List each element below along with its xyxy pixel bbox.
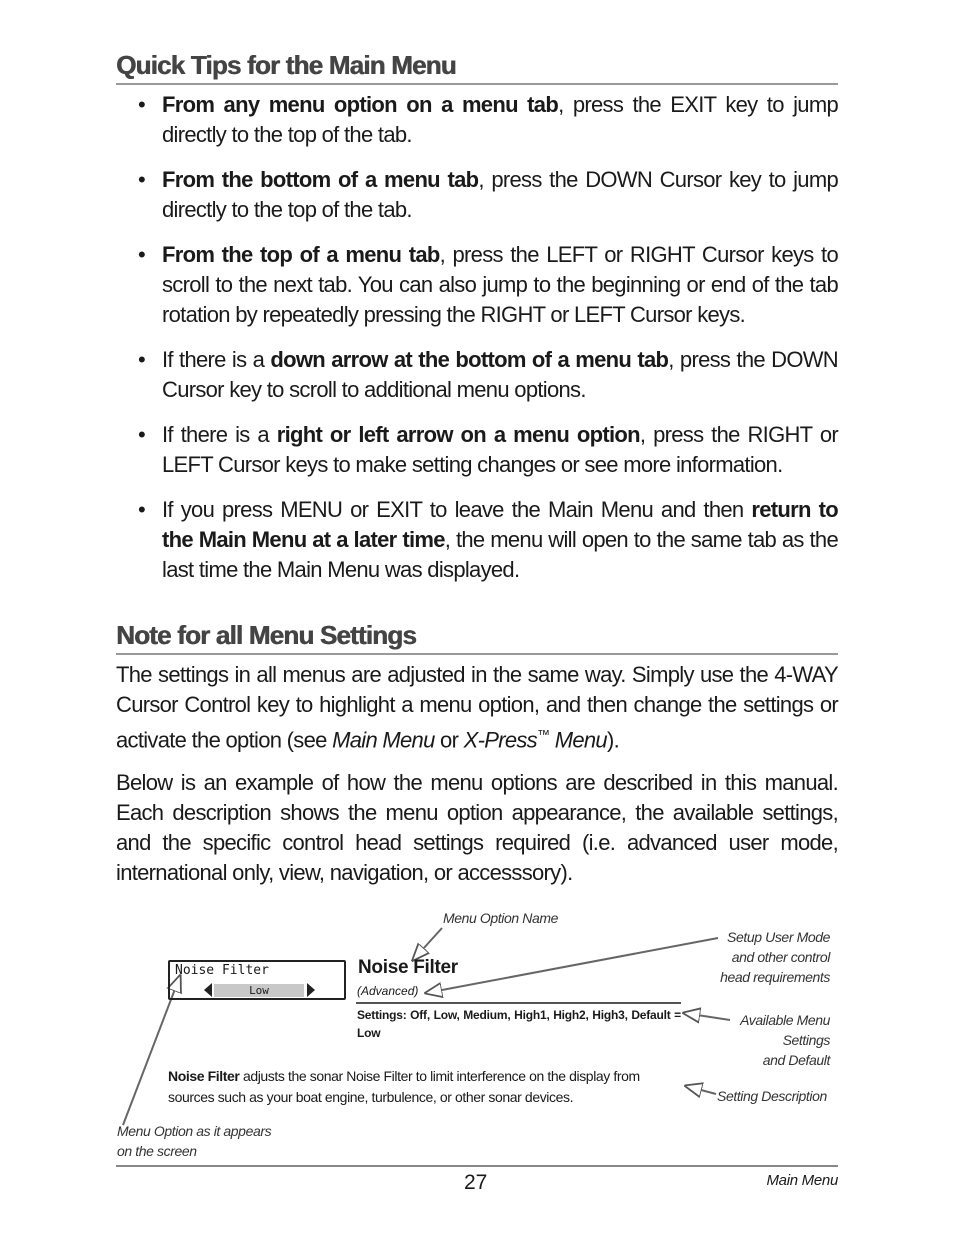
list-item: • If there is a right or left arrow on a menu option, press the RIGHT or LEFT Cursor keys to make setting changes or see more information. bbox=[138, 420, 838, 480]
callout-option-name: Menu Option Name bbox=[443, 910, 558, 926]
list-item: • From any menu option on a menu tab, press the EXIT key to jump directly to the top of the tab. bbox=[138, 90, 838, 150]
menu-option-screen-example bbox=[168, 960, 346, 1000]
option-title: Noise Filter bbox=[358, 957, 458, 978]
right-arrow-icon bbox=[307, 983, 315, 997]
note-paragraph-1: The settings in all menus are adjusted in the same way. Simply use the 4-WAY Cursor Control key to highlight a menu option, and then change the settings or activate the option (see Main Menu or X-Press™ Menu). bbox=[116, 662, 838, 753]
note-paragraph-2: Below is an example of how the menu options are described in this manual. Each description shows the menu option appearance, the available settings, and the specific control head settings required (i.e. advanced user mode, international only, view, navigation, or accesssory). bbox=[116, 770, 838, 885]
footer-title: Main Menu bbox=[766, 1172, 838, 1189]
callout-user-mode: Setup User Mode and other control head requirements bbox=[720, 929, 830, 985]
menu-option-value: Low bbox=[214, 984, 304, 997]
ref-main-menu: Main Menu bbox=[332, 727, 435, 753]
arrow-description bbox=[686, 1086, 716, 1094]
ref-xpress: X-Press bbox=[463, 727, 537, 753]
section-heading-quick-tips: Quick Tips for the Main Menu bbox=[116, 50, 838, 85]
callout-description: Setting Description bbox=[717, 1088, 827, 1104]
arrow-option-name bbox=[413, 928, 442, 960]
list-item: • From the top of a menu tab, press the LEFT or RIGHT Cursor keys to scroll to the next tab. You can also jump to the beginning or end of the tab rotation by repeatedly pressing the RIGHT or LEFT Cursor keys. bbox=[138, 240, 838, 330]
list-item: • From the bottom of a menu tab, press the DOWN Cursor key to jump directly to the top of the tab. bbox=[138, 165, 838, 225]
list-item: • If you press MENU or EXIT to leave the Main Menu and then return to the Main Menu at a later time, the menu will open to the same tab as the last time the Main Menu was displayed. bbox=[138, 495, 838, 585]
list-item: • If there is a down arrow at the bottom of a menu tab, press the DOWN Cursor key to scroll to additional menu options. bbox=[138, 345, 838, 405]
page-number: 27 bbox=[464, 1171, 488, 1194]
option-description: Noise Filter adjusts the sonar Noise Filter to limit interference on the display from sources such as your boat engine, turbulence, or other sonar devices. bbox=[168, 1068, 640, 1105]
footer-divider bbox=[116, 1165, 838, 1167]
arrow-user-mode bbox=[426, 938, 718, 993]
menu-option-name: Noise Filter bbox=[175, 963, 269, 978]
section-heading-note: Note for all Menu Settings bbox=[116, 620, 838, 655]
left-arrow-icon bbox=[204, 983, 212, 997]
option-divider bbox=[356, 1002, 681, 1004]
arrow-settings bbox=[684, 1013, 730, 1020]
callout-menu-settings: Available Menu Settings and Default bbox=[740, 1012, 830, 1068]
option-mode: (Advanced) bbox=[357, 984, 419, 998]
callout-on-screen: Menu Option as it appears on the screen bbox=[117, 1123, 272, 1159]
option-settings: Settings: Off, Low, Medium, High1, High2, High3, Default = Low bbox=[357, 1008, 681, 1040]
